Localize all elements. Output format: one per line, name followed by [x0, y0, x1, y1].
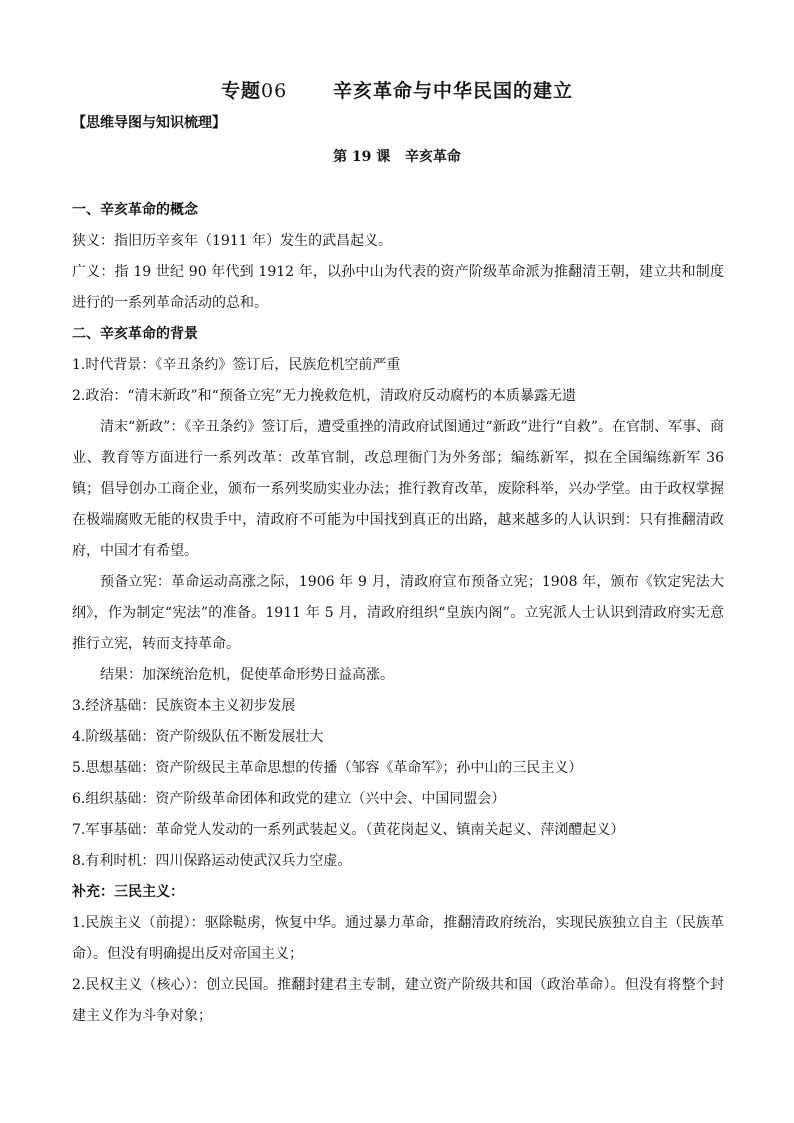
list-item: 2.民权主义（核心）：创立民国。推翻封建君主专制，建立资产阶级共和国（政治革命）。但没有将整个封建主义作为斗争对象； [72, 977, 724, 1024]
list-item: 6.组织基础：资产阶级革命团体和政党的建立（兴中会、中国同盟会） [72, 791, 506, 807]
paragraph-narrow-sense: 狭义：指旧历辛亥年（1911 年）发生的武昌起义。 [72, 233, 393, 249]
list-item: 1.民族主义（前提）：驱除鞑虏，恢复中华。通过暴力革命，推翻清政府统治，实现民族独立自主（民族革命）。但没有明确提出反对帝国主义； [72, 915, 724, 962]
title-main: 辛亥革命与中华民国的建立 [332, 80, 573, 102]
list-item: 2.政治：“清末新政”和“预备立宪”无力挽救危机，清政府反动腐朽的本质暴露无遗 [72, 388, 576, 404]
paragraph-new-policy: 清末“新政”：《辛丑条约》签订后，遭受重挫的清政府试图通过“新政”进行“自救”。在官制、军事、商业、教育等方面进行一系列改革：改革官制，改总理衙门为外务部；编练新军，拟在全国编练新军 36 镇；倡导创办工商企业，颁布一系列奖励实业办法；推行教育改革，废除科举，兴办学堂。由于政权掌握在极端腐败无能的权贵手中，清政府不可能为中国找到真正的出路，越来越多的人认识到：只有推翻清政府，中国才有希望。 [72, 419, 724, 559]
list-item: 4.阶级基础：资产阶级队伍不断发展壮大 [72, 729, 324, 745]
list-item: 5.思想基础：资产阶级民主革命思想的传播（邹容《革命军》；孙中山的三民主义） [72, 760, 583, 776]
list-item: 8.有利时机：四川保路运动使武汉兵力空虚。 [72, 853, 352, 869]
heading-concept: 一、辛亥革命的概念 [72, 202, 198, 218]
paragraph-constitution: 预备立宪：革命运动高涨之际，1906 年 9 月，清政府宣布预备立宪；1908 年，颁布《钦定宪法大纲》，作为制定“宪法”的准备。1911 年 5 月，清政府组织“皇族内阁”。立宪派人士认识到清政府实无意推行立宪，转而支持革命。 [72, 574, 724, 652]
lesson-heading: 第 19 课 辛亥革命 [333, 149, 461, 165]
page-title [0, 76, 794, 103]
paragraph-result: 结果：加深统治危机，促使革命形势日益高涨。 [100, 667, 394, 683]
list-item: 3.经济基础：民族资本主义初步发展 [72, 698, 296, 714]
title-prefix: 专题 [221, 80, 262, 102]
document-body [72, 195, 724, 1032]
heading-background: 二、辛亥革命的背景 [72, 326, 198, 342]
title-number: 06 [261, 80, 288, 102]
paragraph-broad-sense: 广义：指 19 世纪 90 年代到 1912 年，以孙中山为代表的资产阶级革命派为推翻清王朝，建立共和制度进行的一系列革命活动的总和。 [72, 264, 724, 311]
heading-supplement: 补充：三民主义： [72, 884, 184, 900]
section-tag: 【思维导图与知识梳理】 [72, 115, 226, 131]
list-item: 1.时代背景：《辛丑条约》签订后，民族危机空前严重 [72, 357, 401, 373]
list-item: 7.军事基础：革命党人发动的一系列武装起义。（黄花岗起义、镇南关起义、萍浏醴起义） [72, 822, 625, 838]
